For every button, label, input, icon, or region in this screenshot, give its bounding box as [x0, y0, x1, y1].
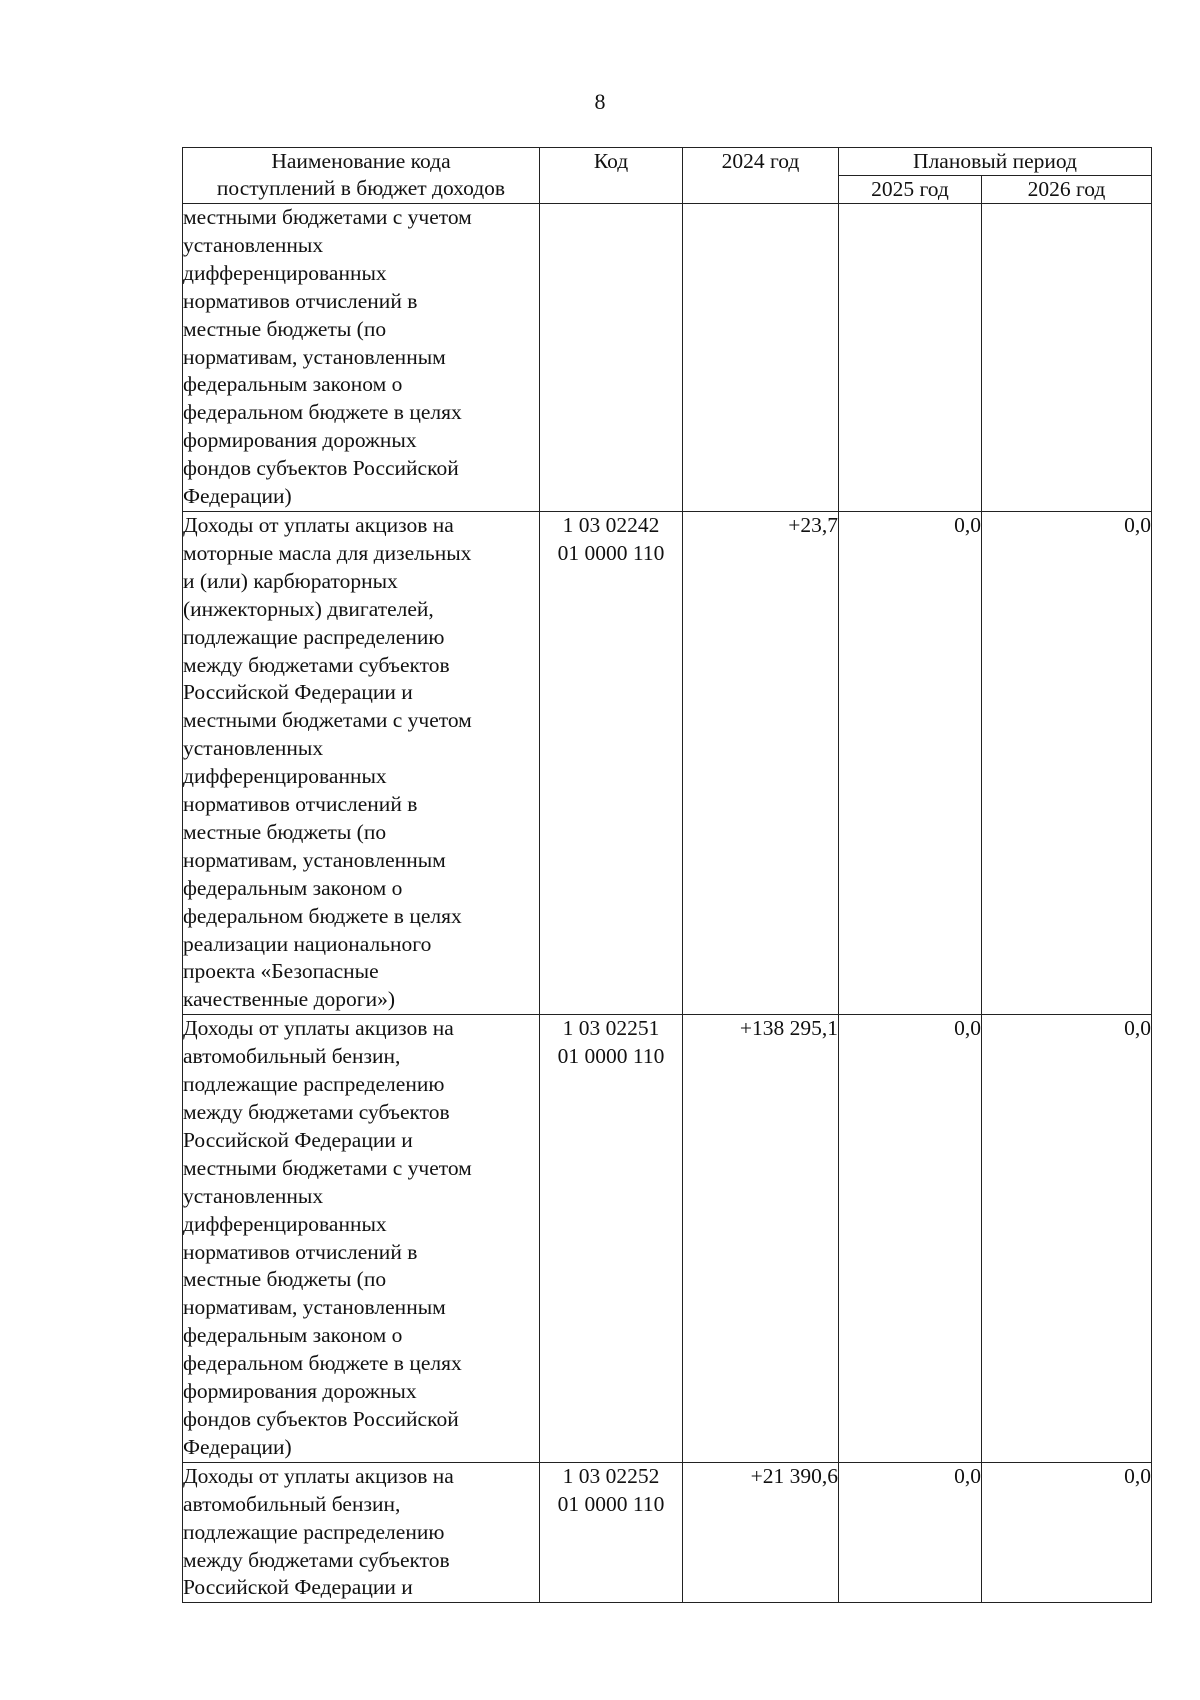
income-name-line: федеральным законом о — [183, 372, 403, 397]
income-name-line: местными бюджетами с учетом — [183, 205, 472, 229]
income-name-line: качественные дороги») — [183, 987, 395, 1012]
income-name-line: федеральным законом о — [183, 1323, 403, 1348]
income-name-line: моторные масла для дизельных — [183, 540, 472, 565]
income-name-line: установленных — [183, 736, 324, 761]
table-row — [183, 1015, 1152, 1463]
income-name-line: фондов субъектов Российской — [183, 456, 459, 481]
income-name-line: местные бюджеты (по — [183, 819, 387, 844]
income-name-line: федеральном бюджете в целях — [183, 400, 462, 425]
income-name-line: нормативам, установленным — [183, 847, 446, 872]
income-name-line: установленных — [183, 232, 324, 257]
income-name-line: федеральном бюджете в целях — [183, 903, 462, 928]
value-2026-cell — [982, 204, 1152, 512]
header-2025: 2025 год — [839, 176, 982, 204]
income-name-line: Доходы от уплаты акцизов на — [183, 1463, 454, 1488]
table-row — [183, 204, 1152, 512]
income-name-line: Федерации) — [183, 1434, 292, 1459]
value-2026-cell: 0,0 — [982, 1015, 1152, 1463]
income-name-line: дифференцированных — [183, 260, 387, 285]
table-row — [183, 511, 1152, 1014]
table-row — [183, 1462, 1152, 1603]
income-name-line: подлежащие распределению — [183, 1519, 445, 1544]
value-2025-cell — [839, 204, 982, 512]
income-name-line: местными бюджетами с учетом — [183, 1155, 472, 1180]
income-name-cell — [183, 511, 540, 1014]
income-name-line: автомобильный бензин, — [183, 1044, 401, 1069]
value-2024-cell — [683, 204, 839, 512]
income-name-line: подлежащие распределению — [183, 624, 445, 649]
income-name-line: установленных — [183, 1183, 324, 1208]
income-name-line: нормативов отчислений в — [183, 1239, 418, 1264]
income-name-line: фондов субъектов Российской — [183, 1406, 459, 1431]
header-code: Код — [540, 148, 683, 204]
income-name-line: и (или) карбюраторных — [183, 568, 398, 593]
income-name-line: местные бюджеты (по — [183, 1267, 387, 1292]
income-name-line: формирования дорожных — [183, 428, 417, 453]
income-name-line: между бюджетами субъектов — [183, 1547, 450, 1572]
header-name-line: Наименование кода — [271, 149, 451, 173]
table-header — [183, 148, 1152, 204]
header-planned-period: Плановый период — [839, 148, 1152, 176]
income-name-line: дифференцированных — [183, 1211, 387, 1236]
income-name-line: федеральном бюджете в целях — [183, 1351, 462, 1376]
income-name-line: Российской Федерации и — [183, 1127, 413, 1152]
income-name-line: автомобильный бензин, — [183, 1491, 401, 1516]
income-code-line: 1 03 02251 — [562, 1016, 660, 1041]
income-code-line: 01 0000 110 — [557, 1044, 665, 1069]
header-2024: 2024 год — [683, 148, 839, 204]
income-name-line: между бюджетами субъектов — [183, 1100, 450, 1124]
income-name-line: нормативов отчислений в — [183, 288, 418, 313]
income-name-cell — [183, 1462, 540, 1603]
page-number: 8 — [594, 89, 606, 114]
income-name-line: (инжекторных) двигателей, — [183, 596, 434, 621]
income-code-cell — [540, 204, 683, 512]
income-name-cell — [183, 1015, 540, 1463]
income-name-line: формирования дорожных — [183, 1379, 417, 1404]
income-code-cell — [540, 511, 683, 1014]
value-2025-cell: 0,0 — [839, 511, 982, 1014]
income-name-line: подлежащие распределению — [183, 1072, 445, 1097]
income-code-line: 01 0000 110 — [557, 540, 665, 565]
income-code-line: 1 03 02242 — [562, 512, 660, 537]
header-name-line: поступлений в бюджет доходов — [216, 176, 506, 200]
income-name-line: Российской Федерации и — [183, 1575, 413, 1600]
revenue-table — [182, 147, 1152, 1603]
value-2026-cell: 0,0 — [982, 1462, 1152, 1603]
income-code-line: 1 03 02252 — [562, 1463, 660, 1488]
value-2026-cell: 0,0 — [982, 511, 1152, 1014]
header-name — [183, 148, 540, 204]
income-name-line: Доходы от уплаты акцизов на — [183, 512, 454, 537]
value-2025-cell: 0,0 — [839, 1462, 982, 1603]
value-2024-cell: +138 295,1 — [683, 1015, 839, 1463]
income-code-cell — [540, 1015, 683, 1463]
value-2024-cell: +23,7 — [683, 511, 839, 1014]
income-name-line: нормативам, установленным — [183, 344, 446, 369]
table-body — [183, 204, 1152, 1603]
income-name-line: местные бюджеты (по — [183, 316, 387, 341]
income-name-line: Российской Федерации и — [183, 680, 413, 705]
income-name-line: реализации национального — [183, 931, 432, 956]
income-name-line: федеральным законом о — [183, 875, 403, 900]
income-code-line: 01 0000 110 — [557, 1491, 665, 1516]
income-name-line: нормативам, установленным — [183, 1295, 446, 1320]
income-name-line: между бюджетами субъектов — [183, 652, 450, 677]
income-name-cell — [183, 204, 540, 512]
income-name-line: Федерации) — [183, 484, 292, 509]
value-2024-cell: +21 390,6 — [683, 1462, 839, 1603]
income-name-line: Доходы от уплаты акцизов на — [183, 1016, 454, 1041]
income-code-cell — [540, 1462, 683, 1603]
income-name-line: нормативов отчислений в — [183, 792, 418, 817]
income-name-line: дифференцированных — [183, 764, 387, 789]
value-2025-cell: 0,0 — [839, 1015, 982, 1463]
header-2026: 2026 год — [982, 176, 1152, 204]
income-name-line: проекта «Безопасные — [183, 959, 379, 984]
income-name-line: местными бюджетами с учетом — [183, 708, 472, 733]
